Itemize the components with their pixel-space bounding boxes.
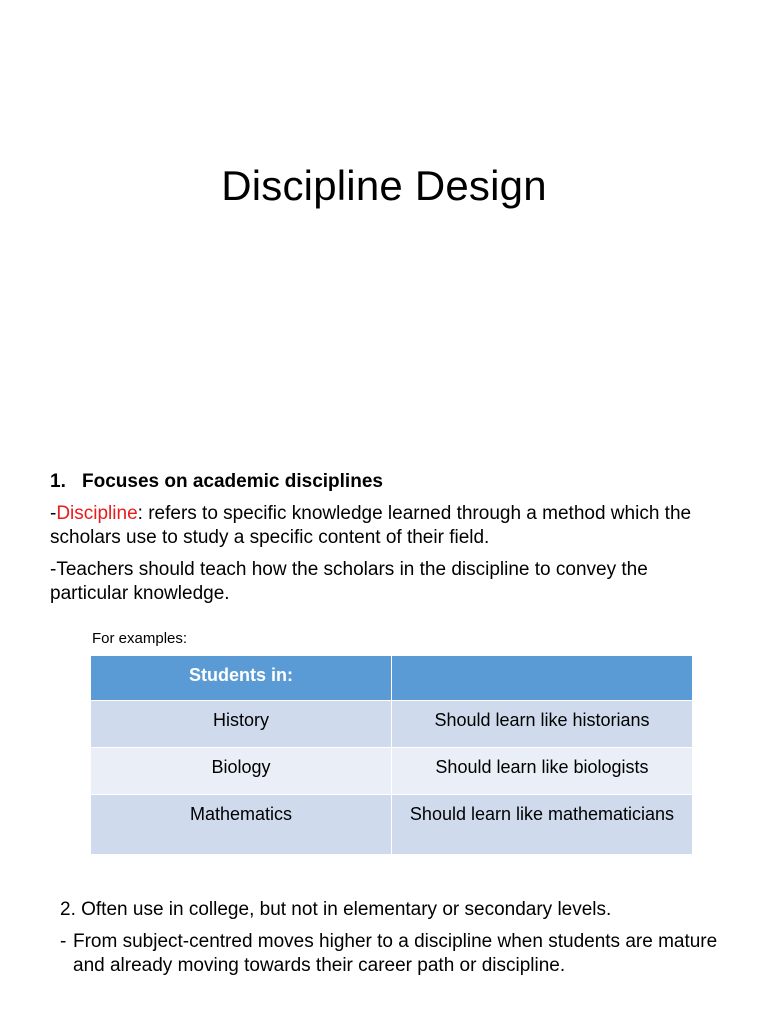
section-number: 1. [50,471,66,492]
table-header-cell [392,656,693,701]
subject-centred-text: From subject-centred moves higher to a discipline when students are mature and already moving towards their career path or discipline. [73,931,718,976]
table-cell-subject: Biology [91,748,392,795]
subject-centred-paragraph [60,930,740,978]
table-row [91,795,693,855]
table-row [91,748,693,795]
section-heading [50,470,730,494]
table-cell-learning: Should learn like mathematicians [392,795,693,855]
definition-paragraph [50,502,730,550]
section-heading-text: Focuses on academic disciplines [82,471,383,492]
table-cell-learning: Should learn like biologists [392,748,693,795]
examples-table [90,655,693,855]
table-cell-subject: History [91,701,392,748]
bullet-dash: - [60,931,67,952]
table-row [91,701,693,748]
table-cell-subject: Mathematics [91,795,392,855]
section-two-paragraph: 2. Often use in college, but not in elementary or secondary levels. [60,899,612,920]
definition-term: Discipline [56,503,138,524]
definition-text: : refers to specific knowledge learned through a method which the scholars use to study a specific content of their field. [50,503,692,548]
examples-label: For examples: [92,630,188,647]
table-header-cell: Students in: [91,656,392,701]
table-header-row [91,656,693,701]
slide-title: Discipline Design [221,162,547,209]
table-cell-learning: Should learn like historians [392,701,693,748]
definition-dash: - [50,503,57,524]
teachers-paragraph: -Teachers should teach how the scholars in the discipline to convey the particular knowledge. [50,559,648,604]
